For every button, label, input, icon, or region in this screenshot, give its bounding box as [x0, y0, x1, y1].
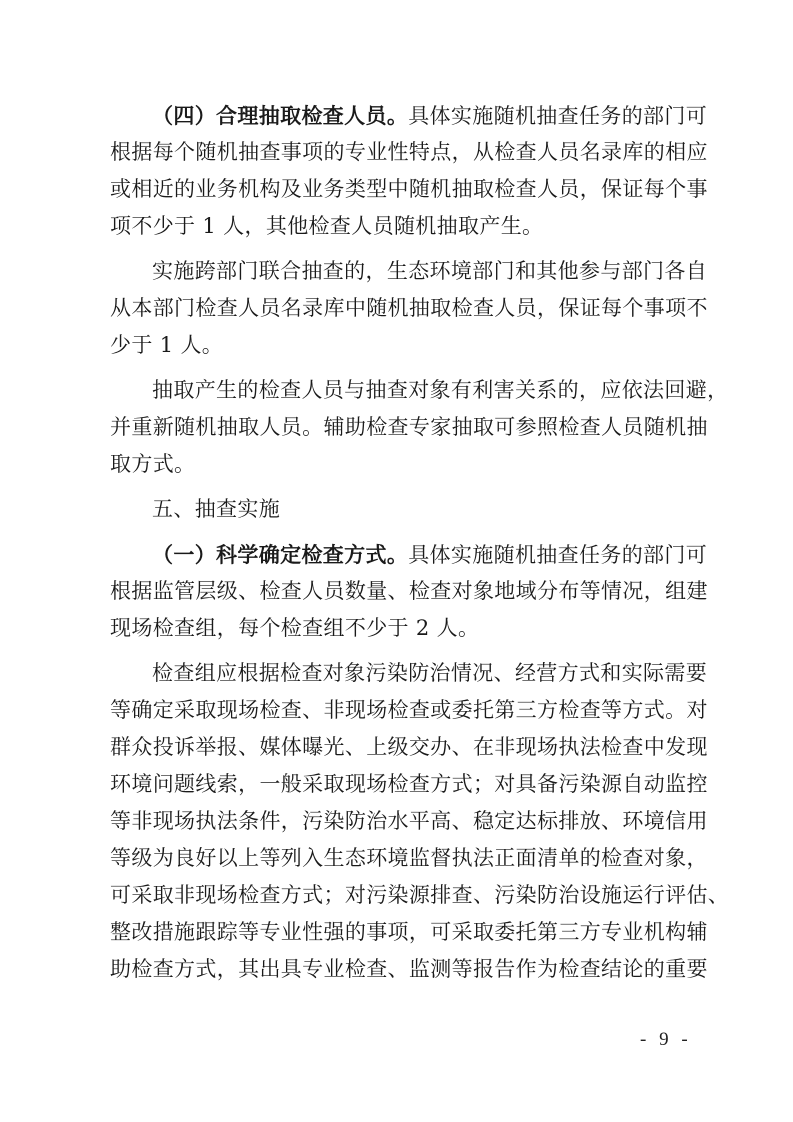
paragraph-line: 项不少于 1 人，其他检查人员随机抽取产生。 [110, 214, 544, 238]
paragraph-line: 助检查方式，其出具专业检查、监测等报告作为检查结论的重要 [110, 957, 708, 981]
paragraph-line: 或相近的业务机构及业务类型中随机抽取检查人员，保证每个事 [110, 177, 708, 201]
paragraph-line: 等确定采取现场检查、非现场检查或委托第三方检查等方式。对 [110, 698, 708, 722]
paragraph-line [110, 536, 708, 573]
paragraph-line: 等级为良好以上等列入生态环境监督执法正面清单的检查对象， [110, 846, 708, 870]
paragraph-line: 实施跨部门联合抽查的，生态环境部门和其他参与部门各自 [152, 259, 708, 283]
paragraph-text: 具体实施随机抽查任务的部门可 [408, 104, 708, 128]
page-number: - 9 - [640, 1029, 692, 1050]
paragraph-line: 可采取非现场检查方式；对污染源排查、污染防治设施运行评估、 [110, 883, 730, 907]
paragraph-line: 等非现场执法条件，污染防治水平高、稳定达标排放、环境信用 [110, 809, 708, 833]
paragraph-text: 具体实施随机抽查任务的部门可 [408, 543, 708, 567]
subsection-title: （一）科学确定检查方式。 [152, 542, 409, 567]
document-body [110, 97, 730, 988]
paragraph-line: 从本部门检查人员名录库中随机抽取检查人员，保证每个事项不 [110, 296, 708, 320]
paragraph-line: 抽取产生的检查人员与抽查对象有利害关系的，应依法回避， [152, 378, 729, 402]
paragraph-line: 并重新随机抽取人员。辅助检查专家抽取可参照检查人员随机抽 [110, 415, 708, 439]
paragraph-line: 现场检查组，每个检查组不少于 2 人。 [110, 616, 480, 640]
paragraph-line: 取方式。 [110, 452, 196, 476]
paragraph-line: 群众投诉举报、媒体曝光、上级交办、在非现场执法检查中发现 [110, 735, 708, 759]
paragraph-line [110, 97, 708, 134]
paragraph-line: 整改措施跟踪等专业性强的事项，可采取委托第三方专业机构辅 [110, 920, 708, 944]
paragraph-line: 根据监管层级、检查人员数量、检查对象地域分布等情况，组建 [110, 579, 708, 603]
section-heading: 五、抽查实施 [152, 497, 281, 521]
subsection-title: （四）合理抽取检查人员。 [152, 103, 409, 128]
paragraph-line: 根据每个随机抽查事项的专业性特点，从检查人员名录库的相应 [110, 140, 708, 164]
paragraph-line: 少于 1 人。 [110, 333, 224, 357]
paragraph-line: 环境问题线索，一般采取现场检查方式；对具备污染源自动监控 [110, 772, 708, 796]
paragraph-line: 检查组应根据检查对象污染防治情况、经营方式和实际需要 [152, 661, 708, 685]
